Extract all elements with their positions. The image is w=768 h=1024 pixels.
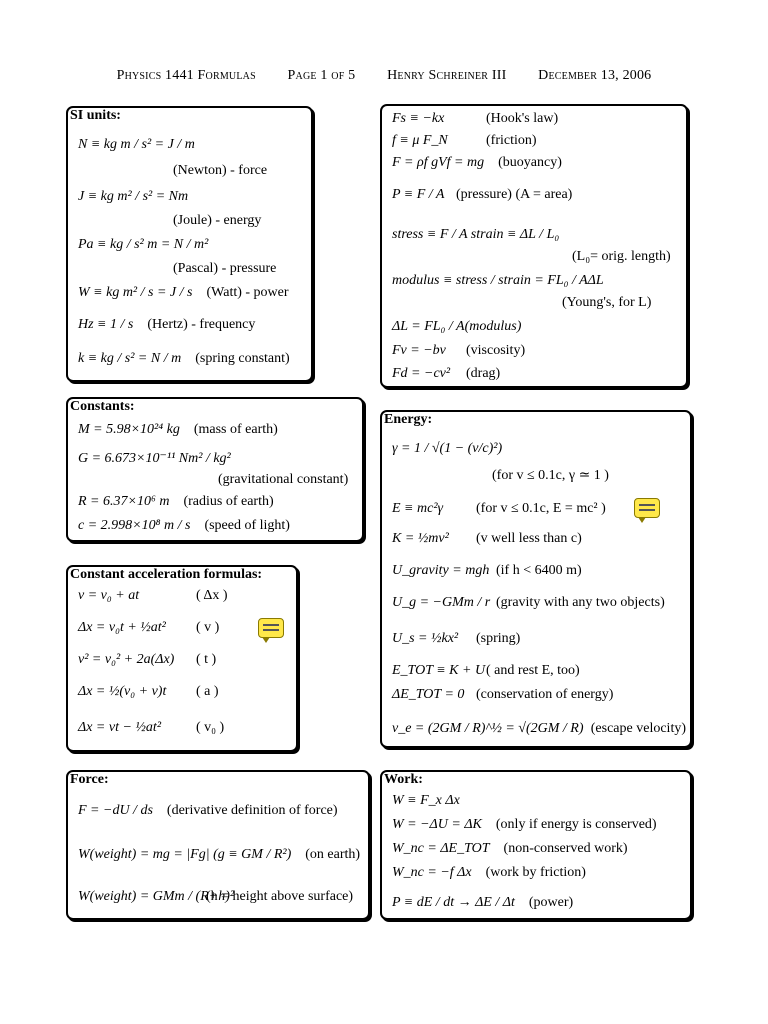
- energy-row-kinetic: K = ½mv² (v well less than c): [392, 531, 582, 546]
- const-row-light: c = 2.998×10⁸ m / s (speed of light): [78, 518, 290, 533]
- energy-row-spring: U_s = ½kx² (spring): [392, 631, 521, 646]
- mech-row-friction: f ≡ μ F_N (friction): [392, 133, 537, 148]
- work-box: [380, 770, 692, 920]
- const-row-grav: G = 6.673×10⁻¹¹ Nm² / kg²: [78, 450, 231, 466]
- energy-row-rest: E ≡ mc²γ (for v ≤ 0.1c, E = mc² ): [392, 501, 606, 516]
- mech-row-pressure: P ≡ F / A (pressure) (A = area): [392, 187, 573, 202]
- const-row-radius: R = 6.37×10⁶ m (radius of earth): [78, 494, 274, 509]
- const-row-mass: M = 5.98×10²⁴ kg (mass of earth): [78, 422, 278, 437]
- accel-row-1: v = v₀ + at ( Δx ): [78, 588, 228, 603]
- si-row-pascal: Pa ≡ kg / s² m = N / m²: [78, 237, 209, 252]
- si-row-watt: W ≡ kg m² / s = J / s (Watt) - power: [78, 285, 289, 300]
- energy-row-gravity: U_gravity = mgh (if h < 6400 m): [392, 563, 582, 578]
- force-title: Force:: [70, 772, 109, 787]
- force-row-weight-height: W(weight) = GMm / (R+h)²: [78, 889, 235, 904]
- doc-title: Physics 1441 Formulas: [116, 68, 256, 83]
- si-row-spring: k ≡ kg / s² = N / m (spring constant): [78, 351, 290, 366]
- force-row-derivative: F = −dU / ds (derivative definition of force): [78, 803, 338, 818]
- constants-title: Constants:: [70, 399, 135, 414]
- si-row-pascal-note: (Pascal) - pressure: [173, 261, 277, 276]
- si-row-hertz: Hz ≡ 1 / s (Hertz) - frequency: [78, 317, 256, 332]
- accel-row-5: Δx = vt − ½at² ( v₀ ): [78, 720, 225, 735]
- accel-row-2: Δx = v₀t + ½at² ( v ): [78, 620, 220, 635]
- si-row-newton-note: (Newton) - force: [173, 163, 268, 178]
- work-row-conserved: W = −ΔU = ΔK (only if energy is conserved): [392, 817, 657, 832]
- work-row-nonconserved: W_nc = ΔE_TOT (non-conserved work): [392, 841, 628, 856]
- mech-row-modulus: modulus ≡ stress / strain = FL₀ / AΔL: [392, 273, 604, 288]
- comment-note-icon[interactable]: [634, 498, 660, 518]
- constants-box: [66, 397, 364, 542]
- si-units-title: SI units:: [70, 108, 121, 123]
- mechanics-box: [380, 104, 688, 388]
- mech-row-hooke: Fs ≡ −kx (Hook's law): [392, 111, 559, 126]
- force-row-weight-height-note: (h = height above surface): [206, 889, 354, 904]
- const-row-grav-note: (gravitational constant): [218, 472, 349, 487]
- const-accel-title: Constant acceleration formulas:: [70, 567, 263, 582]
- si-row-newton: N ≡ kg m / s² = J / m: [78, 137, 195, 152]
- author-name: Henry Schreiner III: [387, 68, 507, 83]
- energy-row-gamma-note: (for v ≤ 0.1c, γ ≃ 1 ): [492, 467, 609, 483]
- work-row-def: W ≡ F_x Δx: [392, 793, 460, 808]
- mech-row-drag: Fd = −cv² (drag): [392, 366, 501, 381]
- energy-box: [380, 410, 692, 748]
- si-row-joule-note: (Joule) - energy: [173, 213, 262, 228]
- comment-note-icon[interactable]: [258, 618, 284, 638]
- work-title: Work:: [384, 772, 423, 787]
- mech-row-stress-strain-note: (L₀= orig. length): [572, 249, 671, 264]
- mech-row-modulus-note: (Young's, for L): [562, 295, 652, 310]
- const-accel-box: [66, 565, 298, 752]
- si-row-joule: J ≡ kg m² / s² = Nm: [78, 189, 189, 204]
- si-units-box: [66, 106, 313, 382]
- work-row-friction: W_nc = −f Δx (work by friction): [392, 865, 586, 880]
- force-box: [66, 770, 370, 920]
- energy-row-etot: E_TOT ≡ K + U ( and rest E, too): [392, 663, 580, 678]
- energy-row-conservation: ΔE_TOT = 0 (conservation of energy): [392, 687, 614, 702]
- mech-row-buoyancy: F = ρf gVf = mg (buoyancy): [392, 155, 562, 170]
- page-header: [0, 68, 768, 84]
- doc-date: December 13, 2006: [538, 68, 652, 83]
- accel-row-4: Δx = ½(v₀ + v)t ( a ): [78, 684, 219, 699]
- mech-row-viscosity: Fv = −bv (viscosity): [392, 343, 526, 358]
- energy-title: Energy:: [384, 412, 433, 427]
- force-row-weight: W(weight) = mg = |Fg| (g ≡ GM / R²) (on earth): [78, 847, 361, 862]
- page-number: Page 1 of 5: [287, 68, 356, 83]
- energy-row-gamma: γ = 1 / √(1 − (v/c)²): [392, 441, 503, 456]
- accel-row-3: v² = v₀² + 2a(Δx) ( t ): [78, 652, 217, 667]
- mech-row-deltaL: ΔL = FL₀ / A(modulus): [392, 319, 522, 334]
- energy-row-escape: v_e = (2GM / R)^½ = √(2GM / R) (escape velocity): [392, 721, 686, 736]
- work-row-power: P ≡ dE / dt → ΔE / Δt (power): [392, 895, 574, 910]
- energy-row-ug: U_g = −GMm / r (gravity with any two objects): [392, 595, 665, 610]
- mech-row-stress-strain: stress ≡ F / A strain ≡ ΔL / L₀: [392, 227, 560, 242]
